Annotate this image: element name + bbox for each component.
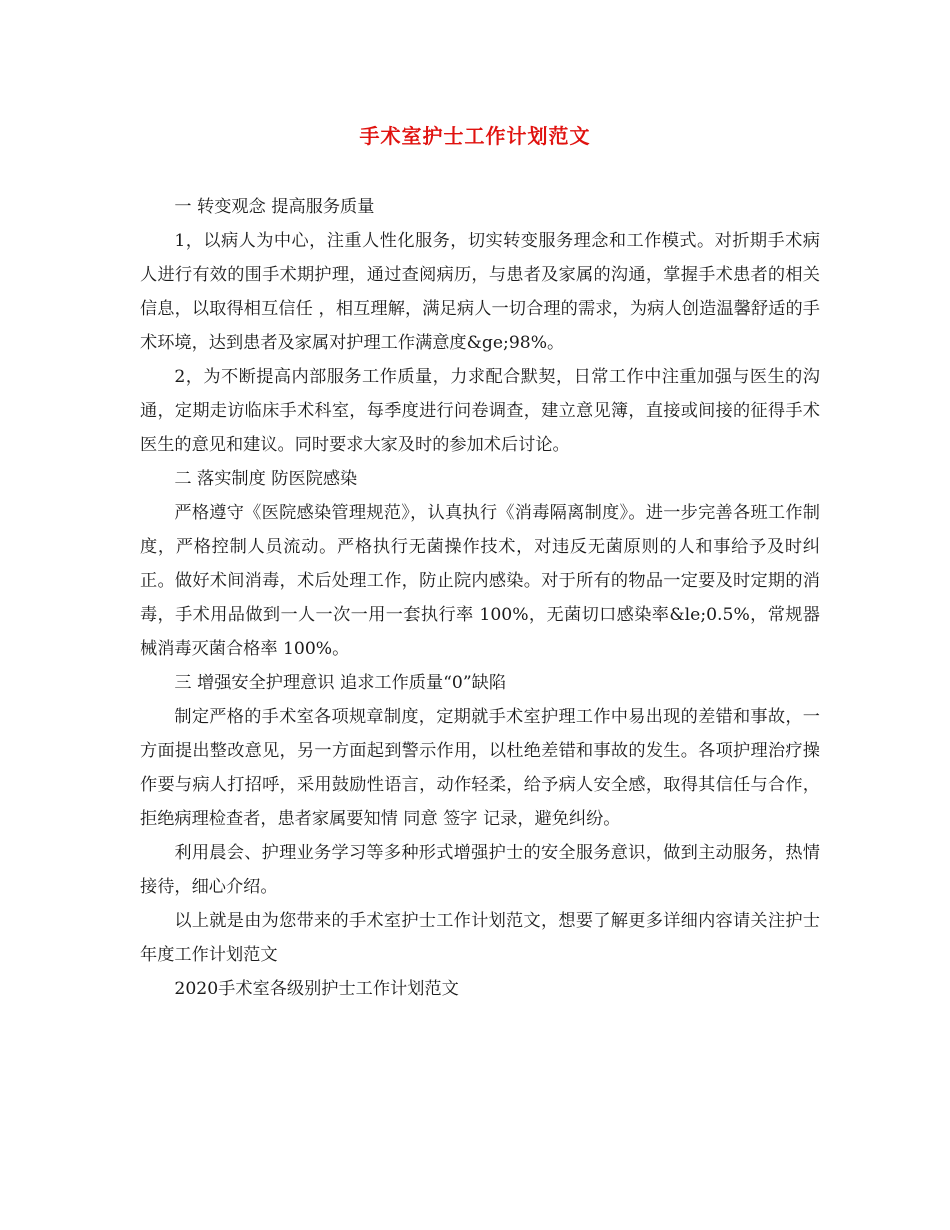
paragraph: 利用晨会、护理业务学习等多种形式增强护士的安全服务意识，做到主动服务，热情接待，细心介绍。 [140, 843, 820, 897]
document-body [140, 190, 820, 1006]
document-title: 手术室护士工作计划范文 [359, 124, 591, 148]
paragraph: 严格遵守《医院感染管理规范》，认真执行《消毒隔离制度》。进一步完善各班工作制度，严格控制人员流动。严格执行无菌操作技术，对违反无菌原则的人和事给予及时纠正。做好术间消毒，术后处理工作，防止院内感染。对于所有的物品一定要及时定期的消毒，手术用品做到一人一次一用一套执行率 100%，无菌切口感染率&le;0.5%，常规器械消毒灭菌合格率 100%。 [140, 503, 820, 659]
section-heading-3: 三 增强安全护理意识 追求工作质量“0”缺陷 [174, 673, 507, 693]
paragraph: 制定严格的手术室各项规章制度，定期就手术室护理工作中易出现的差错和事故，一方面提出整改意见，另一方面起到警示作用，以杜绝差错和事故的发生。各项护理治疗操作要与病人打招呼，采用鼓励性语言，动作轻柔，给予病人安全感，取得其信任与合作，拒绝病理检查者，患者家属要知情 同意 签字 记录，避免纠纷。 [140, 707, 820, 829]
paragraph: 1，以病人为中心，注重人性化服务，切实转变服务理念和工作模式。对折期手术病人进行有效的围手术期护理，通过查阅病历，与患者及家属的沟通，掌握手术患者的相关信息，以取得相互信任 ，相互理解，满足病人一切合理的需求，为病人创造温馨舒适的手术环境，达到患者及家属对护理工作满意度&ge;98%。 [140, 231, 820, 353]
section-heading-2: 二 落实制度 防医院感染 [174, 469, 358, 489]
related-article-link: 2020手术室各级别护士工作计划范文 [174, 979, 459, 999]
section-heading-1: 一 转变观念 提高服务质量 [174, 197, 375, 217]
paragraph: 以上就是由为您带来的手术室护士工作计划范文，想要了解更多详细内容请关注护士年度工作计划范文 [140, 911, 820, 965]
paragraph: 2，为不断提高内部服务工作质量，力求配合默契，日常工作中注重加强与医生的沟通，定期走访临床手术科室，每季度进行问卷调查，建立意见簿，直接或间接的征得手术医生的意见和建议。同时要求大家及时的参加术后讨论。 [140, 367, 820, 455]
